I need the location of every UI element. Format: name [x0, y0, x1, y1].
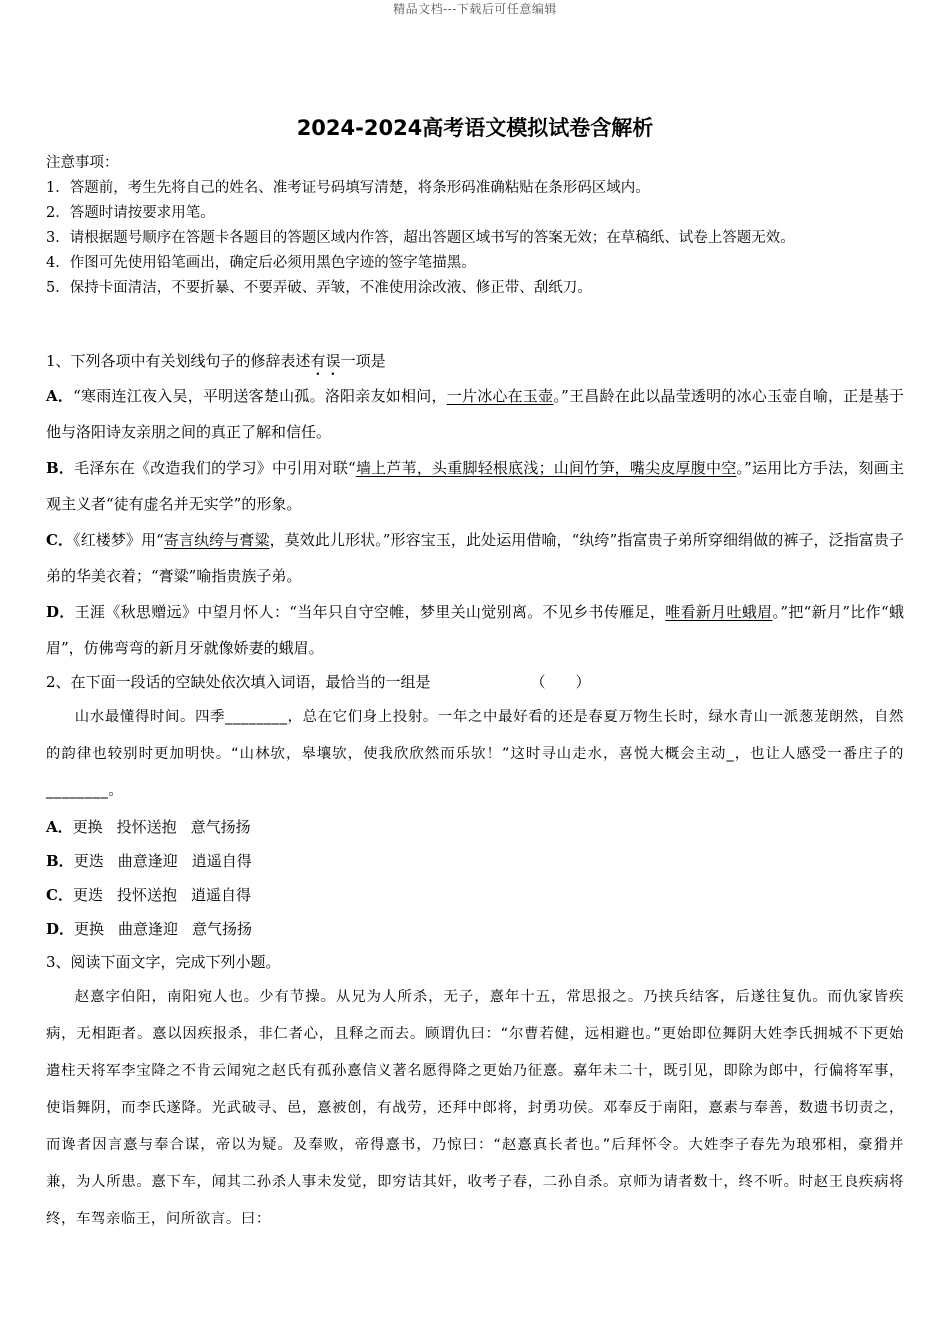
option-label: A． — [46, 387, 74, 405]
stem-emphasis: 有误 — [310, 352, 341, 370]
stem-text: 1、下列各项中有关划线句子的修辞表述 — [46, 352, 311, 370]
option-text: 。”把“新月”比作“蛾眉”，仿佛弯弯的新月牙就像娇妻的蛾眉。 — [46, 603, 904, 657]
stem-text: 2、在下面一段话的空缺处依次填入词语，最恰当的一组是 — [46, 673, 431, 691]
option-word: 投怀送抱 — [116, 886, 177, 904]
option-word: 逍遥自得 — [190, 886, 251, 904]
option-word: 更迭 — [73, 852, 104, 870]
q1-option-a — [46, 378, 904, 450]
option-text: “寒雨连江夜入吴，平明送客楚山孤。洛阳亲友如相问， — [73, 387, 447, 405]
option-text: 毛泽东在《改造我们的学习》中引用对联“ — [74, 459, 356, 477]
option-label: C． — [46, 531, 74, 549]
option-text: 。”王昌龄在此以晶莹透明的冰心玉壶自喻，正是基于他与洛阳诗友亲朋之间的真正了解和信任。 — [46, 387, 905, 441]
option-text: ，莫效此儿形状。”形容宝玉，此处运用借喻，“纨绔”指富贵子弟所穿细绢做的裤子，泛指富贵子弟的华美衣着；“膏粱”喻指贵族子弟。 — [46, 531, 904, 585]
underlined-text: 唯看新月吐蛾眉 — [665, 603, 773, 621]
option-label: A． — [46, 818, 73, 836]
q1-option-d — [46, 594, 904, 666]
answer-parentheses: （ ） — [530, 673, 591, 691]
q2-passage: 山水最懂得时间。四季________，总在它们身上投射。一年之中最好看的还是春夏万物生长时，绿水青山一派葱茏朗然，自然的韵律也较别时更加明快。“山林欤，皋壤欤，使我欣欣然而乐欤！”这时寻山走水，喜悦大概会主动_，也让人感受一番庄子的________。 — [46, 709, 904, 799]
notice-item: 5．保持卡面清洁，不要折暴、不要弄破、弄皱，不准使用涂改液、修正带、刮纸刀。 — [46, 280, 592, 296]
q2-option-b — [46, 844, 904, 878]
underlined-text: 寄言纨绔与膏粱 — [163, 531, 270, 549]
question-3-stem: 3、阅读下面文字，完成下列小题。 — [46, 953, 281, 971]
option-label: B． — [46, 852, 74, 870]
q3-passage: 赵憙字伯阳，南阳宛人也。少有节操。从兄为人所杀，无子，憙年十五，常思报之。乃挟兵结客，后遂往复仇。而仇家皆疾病，无相距者。憙以因疾报杀，非仁者心，且释之而去。顾谓仇曰：“尔曹若健，远相避也。”更始即位舞阴大姓李氏拥城不下更始遣柱天将军李宝降之不肯云闻宛之赵氏有孤孙憙信义著名愿得降之更始乃征憙。嘉年未二十，既引见，即除为郎中，行偏将军事，使诣舞阴，而李氏遂降。光武破寻、邑，憙被创，有战劳，还拜中郎将，封勇功侯。邓奉反于南阳，憙素与奉善，数遗书切责之，而谗者因言憙与奉合谋，帝以为疑。及奉败，帝得憙书，乃惊曰：“赵憙真长者也。”后拜怀令。大姓李子春先为琅邪相，豪猾并兼，为人所患。憙下车，闻其二孙杀人事未发觉，即穷诘其奸，收考子春，二孙自杀。京师为请者数十，终不听。时赵王良疾病将终，车驾亲临王，问所欲言。曰： — [46, 989, 904, 1227]
option-label: D． — [46, 920, 75, 938]
question-2-stem — [46, 666, 904, 699]
q2-option-a — [46, 810, 904, 844]
stem-text: 一项是 — [340, 352, 386, 370]
option-word: 逍遥自得 — [191, 852, 252, 870]
option-word: 意气扬扬 — [192, 920, 253, 938]
question-1-stem — [46, 345, 904, 378]
questions — [46, 345, 904, 1238]
notice-heading: 注意事项： — [46, 155, 119, 171]
option-word: 更换 — [74, 920, 105, 938]
underlined-text: 一片冰心在玉壶 — [446, 387, 554, 405]
q1-option-c — [46, 522, 904, 594]
q2-option-c — [46, 878, 904, 912]
option-text: 《红楼梦》用“ — [73, 531, 164, 549]
notice-item: 4．作图可先使用铅笔画出，确定后必须用黑色字迹的签字笔描黑。 — [46, 255, 476, 271]
notice-section — [46, 151, 916, 301]
option-word: 意气扬扬 — [190, 818, 251, 836]
option-word: 更换 — [72, 818, 103, 836]
page-title: 2024-2024高考语文模拟试卷含解析 — [296, 116, 654, 140]
option-label: C． — [46, 886, 73, 904]
option-text: 王涯《秋思赠远》中望月怀人：“当年只自守空帷，梦里关山觉别离。不见乡书传雁足， — [74, 603, 666, 621]
option-word: 更迭 — [72, 886, 103, 904]
option-word: 曲意逢迎 — [118, 920, 179, 938]
notice-item: 1．答题前，考生先将自己的姓名、准考证号码填写清楚，将条形码准确粘贴在条形码区域内。 — [46, 180, 650, 196]
watermark: 精品文档---下载后可任意编辑 — [393, 2, 557, 16]
q2-option-d — [46, 912, 904, 946]
notice-item: 3．请根据题号顺序在答题卡各题目的答题区域内作答，超出答题区域书写的答案无效；在草稿纸、试卷上答题无效。 — [46, 230, 795, 246]
underlined-text: 墙上芦苇，头重脚轻根底浅；山间竹笋，嘴尖皮厚腹中空 — [355, 459, 737, 477]
option-word: 投怀送抱 — [116, 818, 177, 836]
notice-item: 2．答题时请按要求用笔。 — [46, 205, 215, 221]
option-label: B． — [46, 459, 75, 477]
q1-option-b — [46, 450, 904, 522]
option-word: 曲意逢迎 — [117, 852, 178, 870]
option-label: D． — [46, 603, 75, 621]
option-text: 。”运用比方手法，刻画主观主义者“徒有虚名并无实学”的形象。 — [46, 459, 904, 513]
